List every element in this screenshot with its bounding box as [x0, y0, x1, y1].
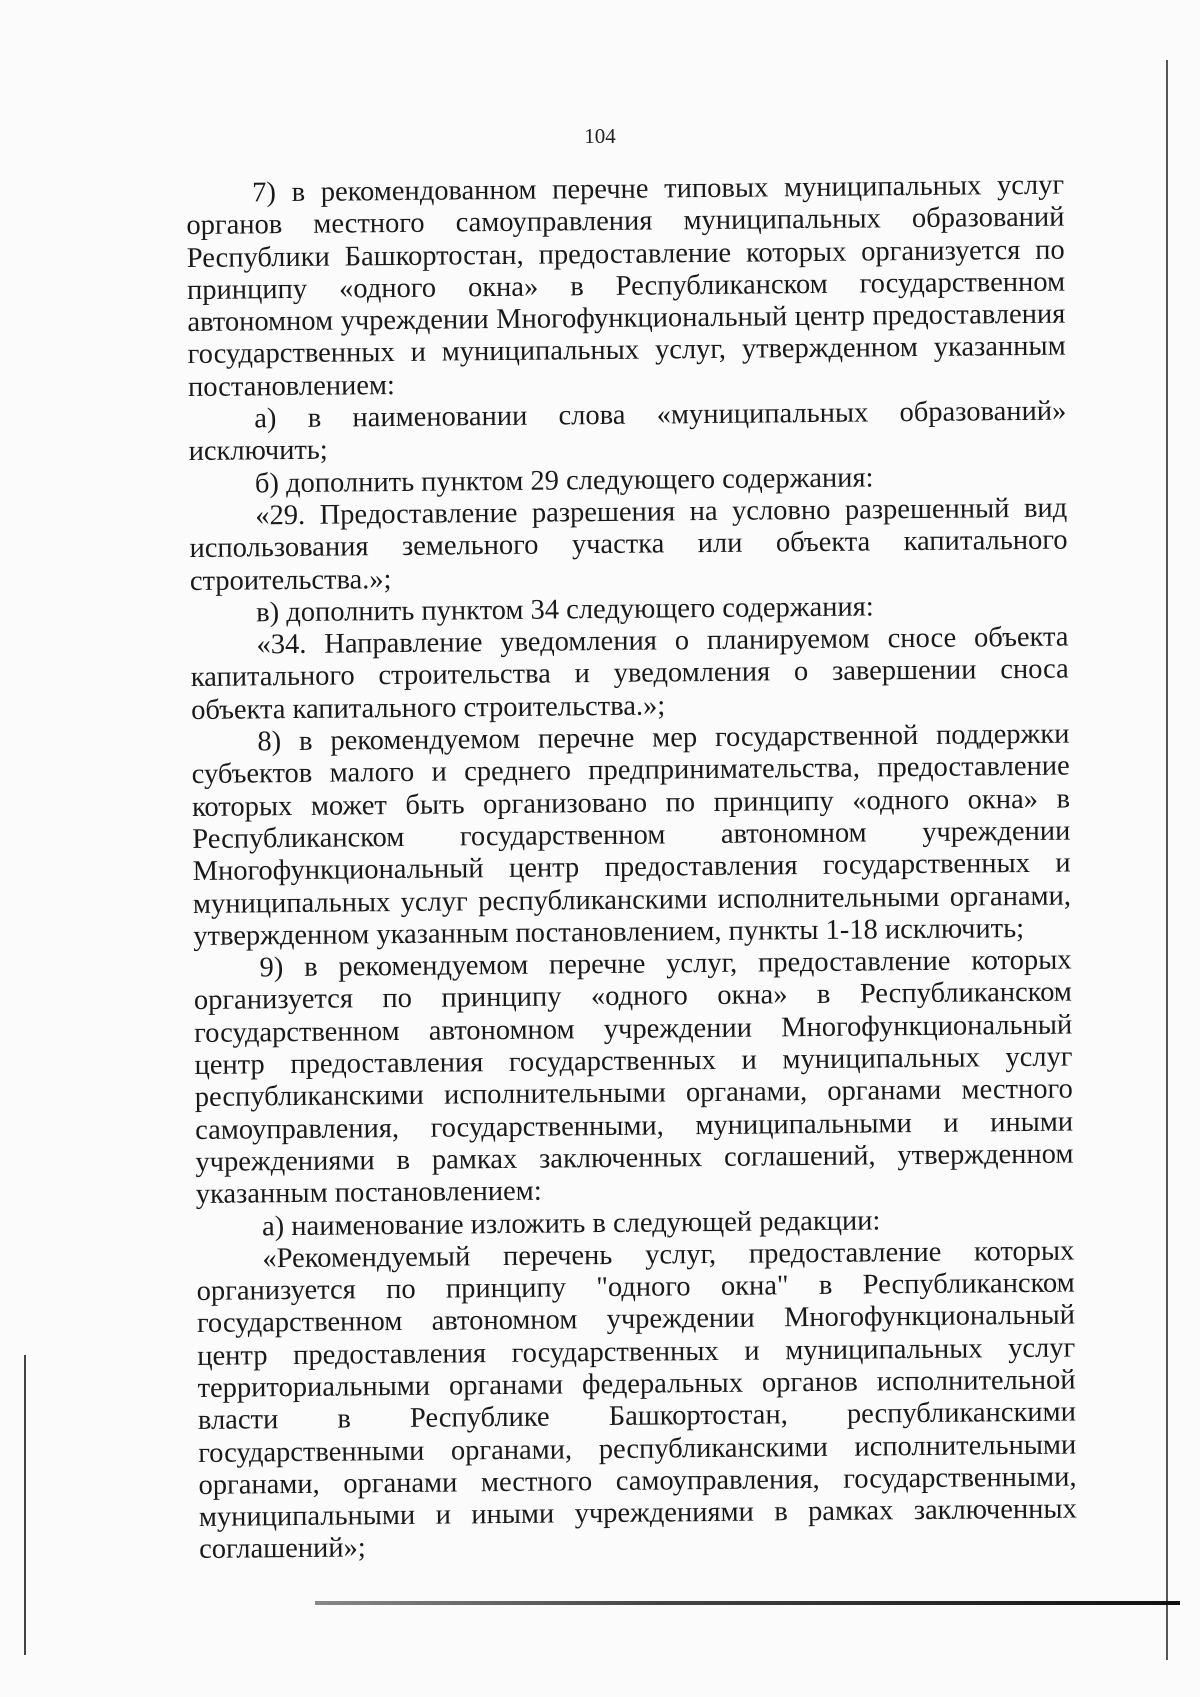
paragraph-item-9: 9) в рекомендуемом перечне услуг, предоставление которых организуется по принципу «одного окна» в Республиканском государственном автономном учреждении Многофункциональный центр предоставления государственных и муниципальных услуг республиканскими исполнительными органами, органами местного самоуправления, государственными, муниципальными и иными учреждениями в рамках заключенных соглашений, утвержденном указанным постановлением:	[193, 944, 1074, 1211]
paragraph-item-7a: а) в наименовании слова «муниципальных образований» исключить;	[188, 395, 1067, 468]
paragraph-item-7b: б) дополнить пунктом 29 следующего содержания:	[254, 462, 874, 500]
paragraph-item-9a: а) наименование изложить в следующей редакции:	[261, 1204, 881, 1242]
scan-edge-line-left	[24, 1355, 26, 1655]
document-body	[186, 170, 1077, 1567]
scan-edge-line-bottom	[315, 1601, 1180, 1605]
paragraph-item-8: 8) в рекомендуемом перечне мер государственной поддержки субъектов малого и среднего предпринимательства, предоставление которых может быть организовано по принципу «одного окна» в Республиканском государственном автономном учреждении Многофункциональный центр предоставления государственных и муниципальных услуг республиканскими исполнительными органами, утвержденном указанным постановлением, пункты 1-18 исключить;	[191, 718, 1072, 952]
paragraph-item-9a-quote: «Рекомендуемый перечень услуг, предоставление которых организуется по принципу "одного окна" в Республиканском государственном автономном учреждении Многофункциональный центр предоставления государственных и муниципальных услуг территориальными органами федеральных органов исполнительной власти в Республике Башкортостан, республиканскими государственными органами, республиканскими исполнительными органами, органами местного самоуправления, государственными, муниципальными и иными учреждениями в рамках заключенных соглашений»;	[196, 1235, 1077, 1566]
scan-edge-line-right	[1166, 60, 1168, 1660]
page-number: 104	[584, 124, 616, 148]
paragraph-item-29: «29. Предоставление разрешения на условно разрешенный вид использования земельного участка или объекта капитального строительства.»;	[189, 492, 1068, 597]
paragraph-item-7: 7) в рекомендованном перечне типовых муниципальных услуг органов местного самоуправления муниципальных образований Республики Башкортостан, предоставление которых организуется по принципу «одного окна» в Республиканском государственном автономном учреждении Многофункциональный центр предоставления государственных и муниципальных услуг, утвержденном указанным постановлением:	[186, 169, 1066, 403]
paragraph-item-7v: в) дополнить пунктом 34 следующего содержания:	[256, 591, 874, 629]
paragraph-item-34: «34. Направление уведомления о планируемом сносе объекта капитального строительства и уведомления о завершении сноса объекта капитального строительства.»;	[190, 621, 1069, 726]
